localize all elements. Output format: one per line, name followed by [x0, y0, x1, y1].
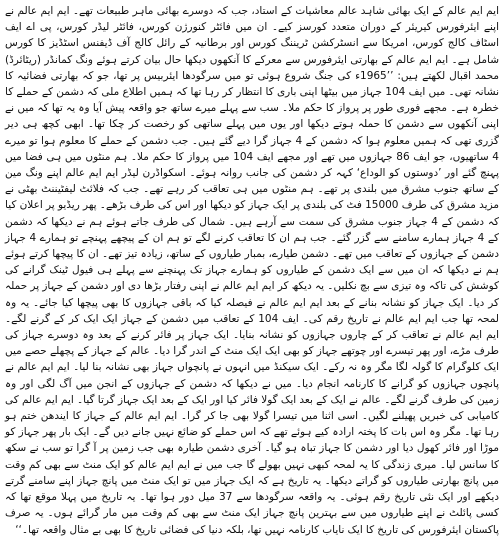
article-paragraph: ایم ایم عالم کے ایک بھائی شاہد عالم معاشیات کے استاد، جب کہ دوسرے بھائی ماہر طبیعات تھے۔ ایم ایم عالم نے اپنے ایئرفورس کیریئر کے دوران متعدد کورسز کیے۔ ان میں فائٹر کنورژن کورس، فائٹر لیڈر کورس، پی اے ایف اسٹاف کالج کورس، امریکا سے انسٹرکشن ٹریننگ کورس اور برطانیہ کے رائل کالج آف ڈیفنس اسٹڈیز کا کورس شامل ہے۔ ایم ایم عالم کے بھارتی ایئرفورس سے معرکے کا آنکھوں دیکھا حال بیان کرتے ہوئے ونگ کمانڈر (ریٹائرڈ) محمد اقبال لکھتے ہیں: ’’1965ء کی جنگ شروع ہوئی تو میں سرگودھا ایئربیس پر تھا، جو کہ بھارتی فضائیہ کا نشانہ تھی۔ میں ایف 104 جہاز میں بیٹھا اپنی باری کا انتظار کر رہا تھا کہ ہمیں اطلاع ملی کہ دشمن کے حملے کا خطرہ ہے۔ مجھے فوری طور پر پرواز کا حکم ملا۔ سب سے پہلے میرے ساتھ جو واقعہ پیش آیا وہ یہ تھا کہ میں نے اپنی آنکھوں سے دشمن کا حملہ ہوتے دیکھا اور یوں میں پہلے ساتھی کو رخصت کر چکا تھا۔ ابھی کچھ ہی دیر گزری تھی کہ ہمیں معلوم ہوا کہ دشمن کے 4 جہاز گرا دیے گئے ہیں۔ جب دشمن کے حملے کا معلوم ہوا تو میرے 4 ساتھیوں، جو ایف 86 جہازوں میں تھے اور مجھے ایف 104 میں پرواز کا حکم ملا۔ ہم منٹوں میں ہی فضا میں پہنچ گئے اور ’دوستوں کو الوداع‘ کہہ کر دشمن کی جانب روانہ ہوئے۔ اسکواڈرن لیڈر ایم ایم عالم اپنے ونگ مین کے ساتھ جنوب مشرق میں بلندی پر تھے۔ ہم منٹوں میں ہی تعاقب کر رہے تھے۔ جب کہ فلائٹ لیفٹیننٹ بھٹی نے مزید مشرق کی طرف 15000 فٹ کی بلندی پر ایک جہاز کو دیکھا اور اس کی طرف بڑھے۔ پھر ریڈیو پر اعلان کیا کہ دشمن کے 4 جہاز جنوب مشرق کی سمت سے آرہے ہیں۔ شمال کی طرف جاتے ہوئے ہم نے دیکھا کہ دشمن کے 4 جہاز ہمارے سامنے سے گزر گئے۔ جب ہم ان کا تعاقب کرنے لگے تو ہم ان کے پیچھے پہنچے تو ہمارے 4 جہاز دشمن کے جہازوں کے تعاقب میں تھے۔ دشمن طیارے، بمبار طیاروں کے ساتھ، زیادہ تیز تھے۔ ان کا پیچھا کرتے ہوئے ہم نے دیکھا کہ ان میں سے ایک دشمن کے طیاروں کو ہمارے جہاز تک پہنچنے سے پہلے ہی فیول ٹینک گرانے کی کوشش کی تاکہ وہ تیزی سے بچ نکلیں۔ یہ دیکھ کر ایم ایم عالم نے اپنی رفتار بڑھا دی اور دشمن کے جہاز پر حملہ کر دیا۔ ایک جہاز کو نشانہ بنانے کے بعد ایم ایم عالم نے فیصلہ کیا کہ باقی جہازوں کا بھی پیچھا کیا جائے۔ یہ وہ لمحہ تھا جب ایم ایم عالم نے تاریخ رقم کی۔ ایف 104 کے تعاقب میں دشمن کے جہاز ایک ایک کر کے گرنے لگے۔ ایم ایم عالم نے تعاقب کر کے چاروں جہازوں کو نشانہ بنایا۔ ایک جہاز پر فائر کرنے کے بعد وہ دوسرے جہاز کی طرف مڑے، اور پھر تیسرے اور چوتھے جہاز کو بھی ایک ایک منٹ کے اندر گرا دیا۔ عالم کے جہاز کے پچھلے حصے میں ایک کلوگرام کا گولہ لگا مگر وہ نہ رکے۔ ایک سیکنڈ میں انہوں نے پانچواں جہاز بھی نشانہ بنا لیا۔ ایم ایم عالم نے پانچوں جہازوں کو گرانے کا کارنامہ انجام دیا۔ میں نے دیکھا کہ دشمن کے جہازوں کے انجن میں آگ لگی اور وہ زمین کی طرف گرنے لگے۔ عالم نے ایک کے بعد ایک گولا فائر کیا اور ایک کے بعد ایک جہاز گرتا گیا۔ ایم ایم عالم کی کامیابی کی خبریں پھیلنے لگیں۔ اسی اثنا میں تیسرا گولا بھی جا کر گرا۔ ایم ایم عالم کے جہاز کا ایندھن ختم ہو رہا تھا۔ مگر وہ اس بات کا پختہ ارادہ کیے ہوئے تھے کہ اس حملے کو ضائع نہیں جانے دیں گے۔ ایک بار پھر جہاز کو موڑا اور فائر کھول دیا اور دشمن کا جہاز تباہ ہو گیا۔ آخری دشمن طیارہ بھی جب زمین پر آ گرا تو سب نے سکھ کا سانس لیا۔ میری زندگی کا یہ لمحہ کبھی نہیں بھولے گا جب میں نے ایم ایم عالم کو ایک منٹ سے بھی کم وقت میں پانچ بھارتی طیاروں کو گراتے دیکھا۔ یہ تاریخ ہے کہ ایک جہاز میں تو ایک منٹ میں پانچ جہاز اپنے سامنے گرتے دیکھے اور ایک نئی تاریخ رقم ہوئی۔ یہ واقعہ سرگودھا سے 37 میل دور ہوا تھا۔ یہ تاریخ میں پہلا موقع تھا کہ کسی پائلٹ نے اپنے طیاروں میں سے بہترین پانچ جہاز ایک منٹ سے بھی کم وقت میں مار گرائے ہوں۔ یہ صرف پاکستان ایئرفورس کی تاریخ کا ایک نایاب کارنامہ نہیں تھا، بلکہ دنیا کی فضائی تاریخ کا بھی بے مثال واقعہ تھا۔‘‘: [5, 5, 500, 536]
